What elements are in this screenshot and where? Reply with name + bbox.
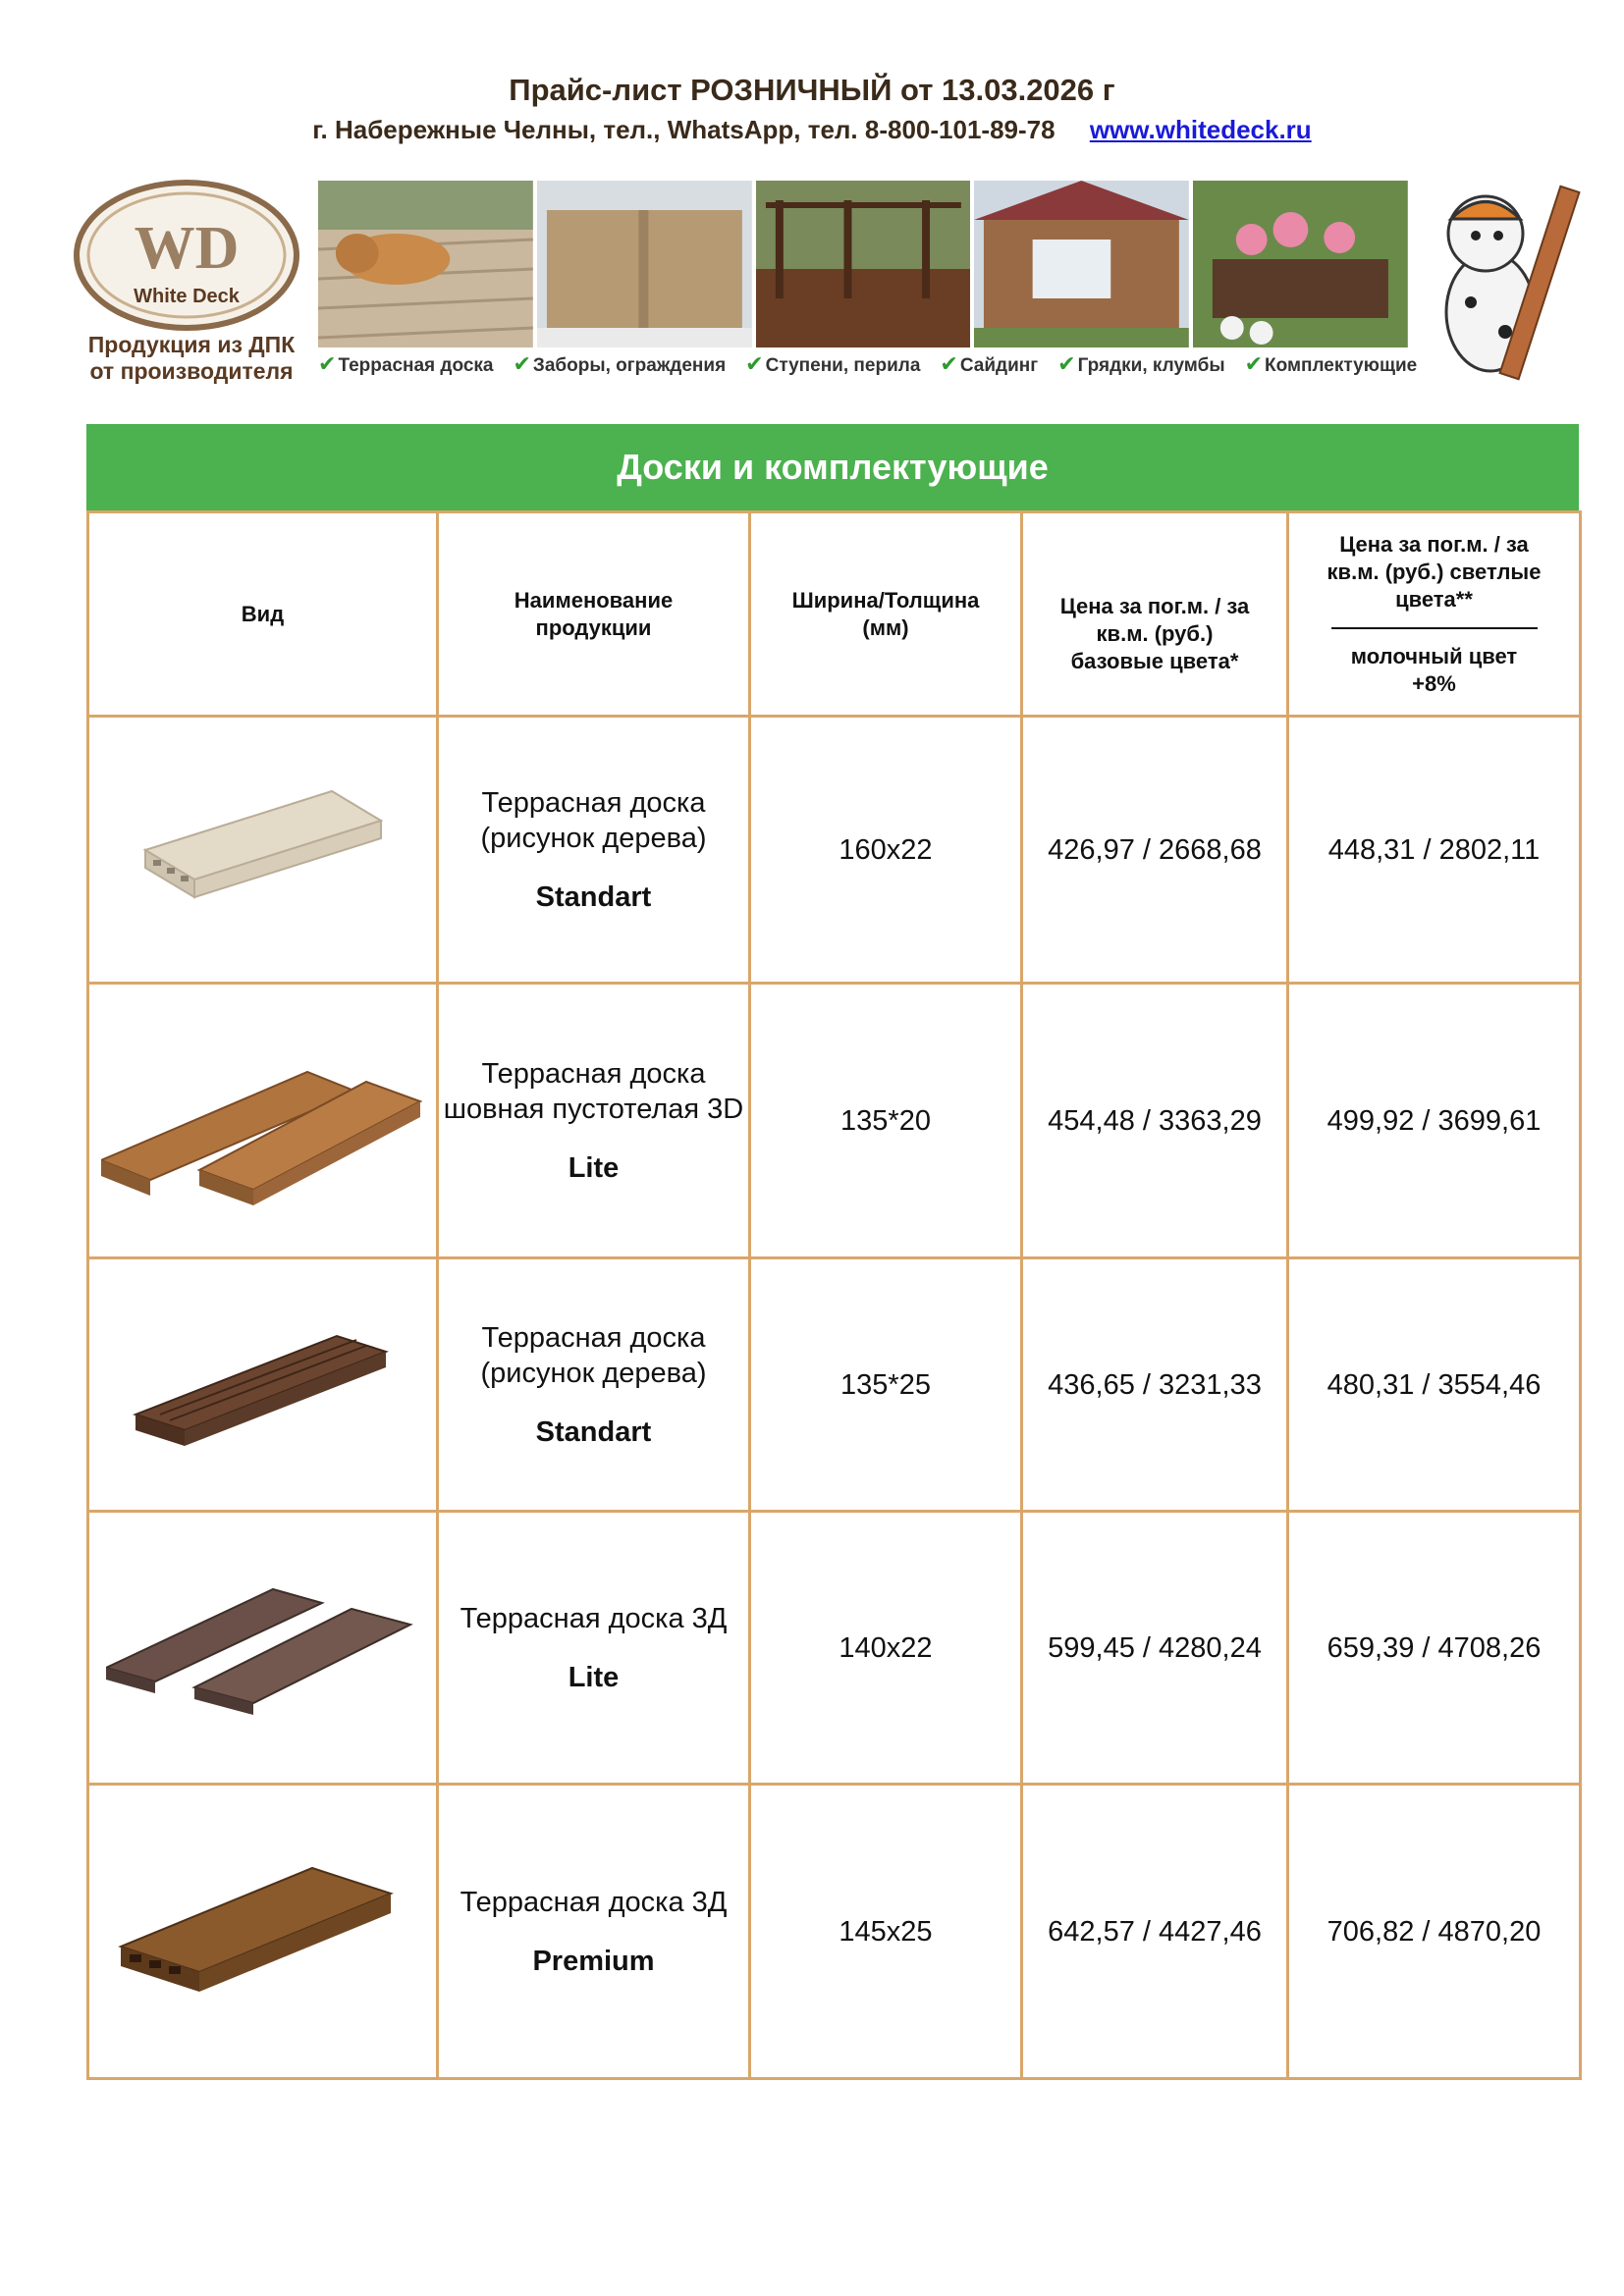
- check-icon: ✔: [513, 351, 531, 376]
- photo-garden-beds: [1193, 181, 1408, 347]
- product-price-base: 642,57 / 4427,46: [1022, 1785, 1288, 2079]
- product-name: Террасная доска 3Д Lite: [438, 1512, 750, 1785]
- photo-decking-dog: [318, 181, 533, 347]
- check-icon: ✔: [318, 351, 337, 376]
- logo-text: White Deck: [134, 286, 240, 307]
- photo-fence: [537, 181, 752, 347]
- header-view: Вид: [88, 512, 438, 717]
- header-size: Ширина/Толщина (мм): [750, 512, 1022, 717]
- product-price-light: 659,39 / 4708,26: [1288, 1512, 1581, 1785]
- product-image: [88, 1785, 438, 2079]
- product-price-light: 448,31 / 2802,11: [1288, 717, 1581, 984]
- tagline-line-2: от производителя: [89, 358, 294, 384]
- product-size: 160x22: [750, 717, 1022, 984]
- product-name: Террасная доска шовная пустотелая 3D Lite: [438, 984, 750, 1258]
- product-size: 135*20: [750, 984, 1022, 1258]
- header-divider: [1331, 627, 1538, 629]
- header-name: Наименование продукции: [438, 512, 750, 717]
- table-row: [88, 984, 1581, 1258]
- tagline: [69, 332, 314, 385]
- product-image: [88, 984, 438, 1258]
- product-series: Lite: [568, 1661, 620, 1693]
- page-title: Прайс-лист РОЗНИЧНЫЙ от 13.03.2026 г: [509, 73, 1115, 107]
- check-icon: ✔: [745, 351, 764, 376]
- section-title: Доски и комплектующие: [86, 424, 1579, 510]
- dog-mascot-icon: [1412, 175, 1598, 391]
- table-row: [88, 1785, 1581, 2079]
- product-series: Premium: [532, 1945, 655, 1977]
- product-price-base: 436,65 / 3231,33: [1022, 1258, 1288, 1512]
- product-name: Террасная доска (рисунок дерева) Standart: [438, 717, 750, 984]
- product-price-light: 499,92 / 3699,61: [1288, 984, 1581, 1258]
- check-icon: ✔: [1057, 351, 1076, 376]
- tagline-line-1: Продукция из ДПК: [87, 332, 296, 357]
- product-image: [88, 1512, 438, 1785]
- product-price-light: 706,82 / 4870,20: [1288, 1785, 1581, 2079]
- website-link[interactable]: www.whitedeck.ru: [1089, 115, 1312, 144]
- contact-text: г. Набережные Челны, тел., WhatsApp, тел. 8-800-101-89-78: [312, 115, 1056, 144]
- white-deck-logo-icon: [69, 175, 304, 337]
- table-row: [88, 1258, 1581, 1512]
- product-size: 135*25: [750, 1258, 1022, 1512]
- product-image: [88, 717, 438, 984]
- photo-stairs-railing: [756, 181, 971, 347]
- caption-stairs: ✔ Ступени, перила: [745, 351, 921, 376]
- header-price-milk: молочный цвет +8%: [1350, 643, 1518, 696]
- product-name: Террасная доска 3Д Premium: [438, 1785, 750, 2079]
- price-table-section: [86, 424, 1579, 2080]
- product-size: 140x22: [750, 1512, 1022, 1785]
- caption-fences: ✔ Заборы, ограждения: [513, 351, 727, 376]
- photo-strip: [318, 181, 1408, 347]
- table-row: [88, 717, 1581, 984]
- photo-siding-house: [974, 181, 1189, 347]
- promo-banner: [69, 175, 1600, 391]
- product-series: Lite: [568, 1151, 620, 1184]
- check-icon: ✔: [940, 351, 958, 376]
- product-price-base: 426,97 / 2668,68: [1022, 717, 1288, 984]
- product-name: Террасная доска (рисунок дерева) Standart: [438, 1258, 750, 1512]
- check-icon: ✔: [1244, 351, 1263, 376]
- caption-decking: ✔ Террасная доска: [318, 351, 494, 376]
- header-price-light: Цена за пог.м. / за кв.м. (руб.) светлые цвета** молочный цвет +8%: [1288, 512, 1581, 717]
- category-captions: [318, 351, 1418, 377]
- svg-text:WD: WD: [134, 215, 240, 282]
- contact-line: [0, 112, 1624, 147]
- product-size: 145x25: [750, 1785, 1022, 2079]
- table-header-row: [88, 512, 1581, 717]
- product-price-light: 480,31 / 3554,46: [1288, 1258, 1581, 1512]
- caption-garden-beds: ✔ Грядки, клумбы: [1057, 351, 1225, 376]
- product-price-base: 454,48 / 3363,29: [1022, 984, 1288, 1258]
- product-image: [88, 1258, 438, 1512]
- price-table: [86, 510, 1582, 2080]
- header-price-base: Цена за пог.м. / за кв.м. (руб.) базовые цвета*: [1022, 512, 1288, 717]
- caption-accessories: ✔ Комплектующие: [1244, 351, 1418, 376]
- product-series: Standart: [535, 881, 652, 913]
- caption-siding: ✔ Сайдинг: [940, 351, 1039, 376]
- page-header: [0, 71, 1624, 147]
- table-row: [88, 1512, 1581, 1785]
- product-price-base: 599,45 / 4280,24: [1022, 1512, 1288, 1785]
- product-series: Standart: [535, 1415, 652, 1448]
